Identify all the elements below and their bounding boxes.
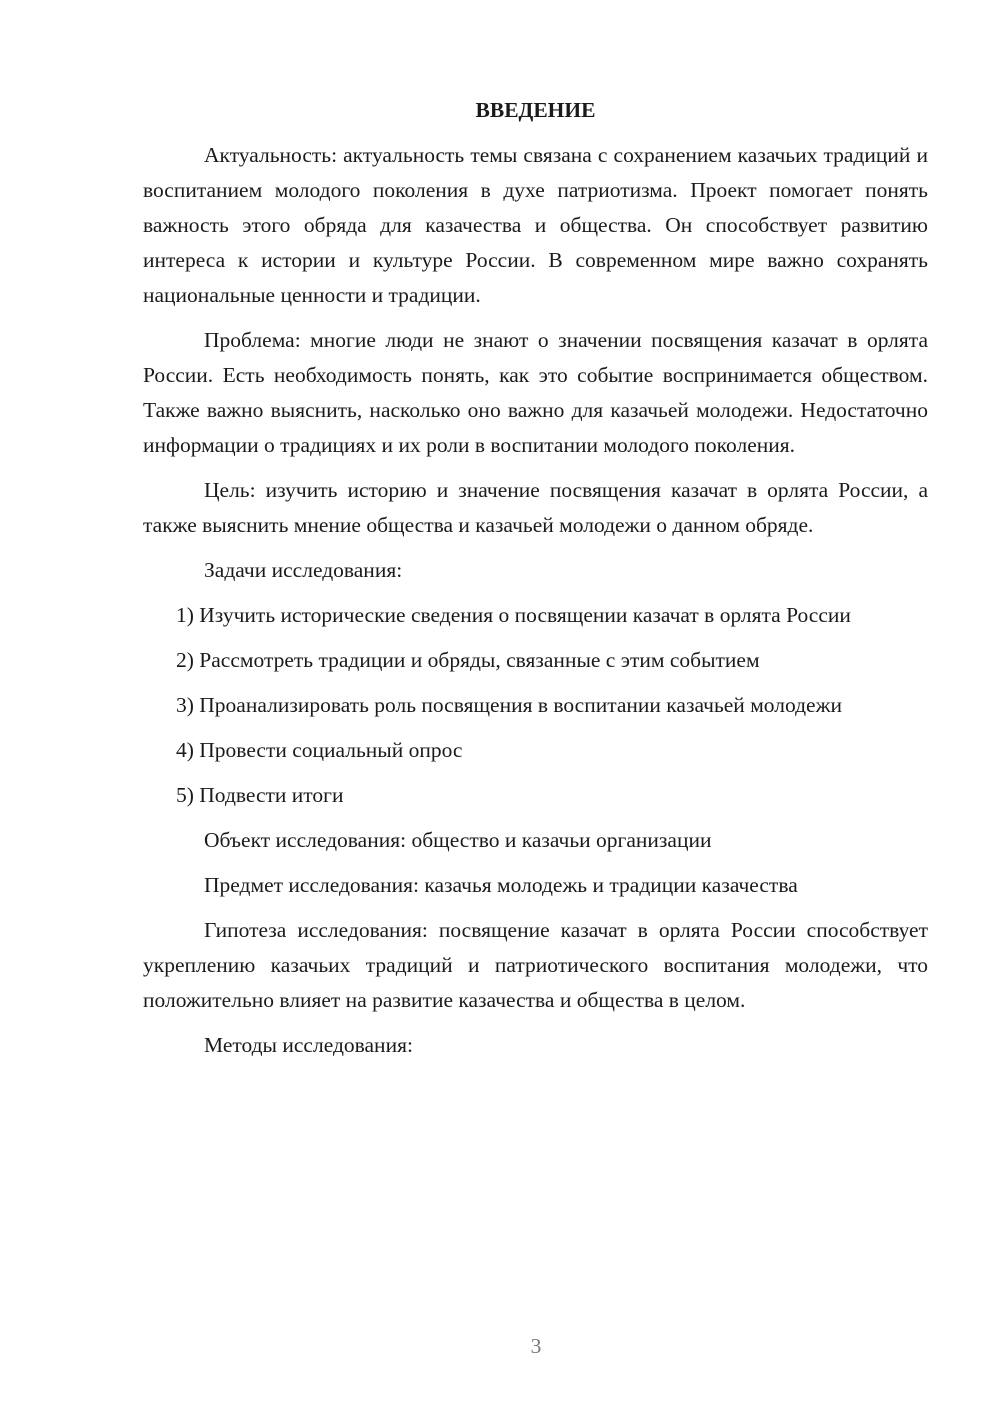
goal-paragraph: Цель: изучить историю и значение посвящения казачат в орлята России, а также выяснить мнение общества и казачьей молодежи о данном обряде. — [143, 478, 928, 537]
relevance-paragraph: Актуальность: актуальность темы связана с сохранением казачьих традиций и воспитанием молодого поколения в духе патриотизма. Проект помогает понять важность этого обряда для казачества и общества. Он способствует развитию интереса к истории и культуре России. В современном мире важно сохранять национальные ценности и традиции. — [143, 143, 928, 307]
task-item: 1) Изучить исторические сведения о посвящении казачат в орлята России — [176, 603, 851, 627]
task-item: 5) Подвести итоги — [176, 783, 344, 807]
subject-paragraph: Предмет исследования: казачья молодежь и традиции казачества — [204, 873, 798, 897]
task-item: 3) Проанализировать роль посвящения в воспитании казачьей молодежи — [176, 693, 842, 717]
section-title: ВВЕДЕНИЕ — [475, 98, 596, 122]
task-item: 2) Рассмотреть традиции и обряды, связанные с этим событием — [176, 648, 760, 672]
hypothesis-paragraph: Гипотеза исследования: посвящение казачат в орлята России способствует укреплению казачьих традиций и патриотического воспитания молодежи, что положительно влияет на развитие казачества и общества в целом. — [143, 918, 928, 1012]
task-item: 4) Провести социальный опрос — [176, 738, 463, 762]
problem-paragraph: Проблема: многие люди не знают о значении посвящения казачат в орлята России. Есть необходимость понять, как это событие воспринимается обществом. Также важно выяснить, насколько оно важно для казачьей молодежи. Недостаточно информации о традициях и их роли в воспитании молодого поколения. — [143, 328, 928, 457]
tasks-heading: Задачи исследования: — [204, 558, 403, 582]
document-page — [143, 93, 928, 1073]
object-paragraph: Объект исследования: общество и казачьи организации — [204, 828, 712, 852]
methods-heading: Методы исследования: — [204, 1033, 413, 1057]
page-number: 3 — [530, 1334, 542, 1358]
